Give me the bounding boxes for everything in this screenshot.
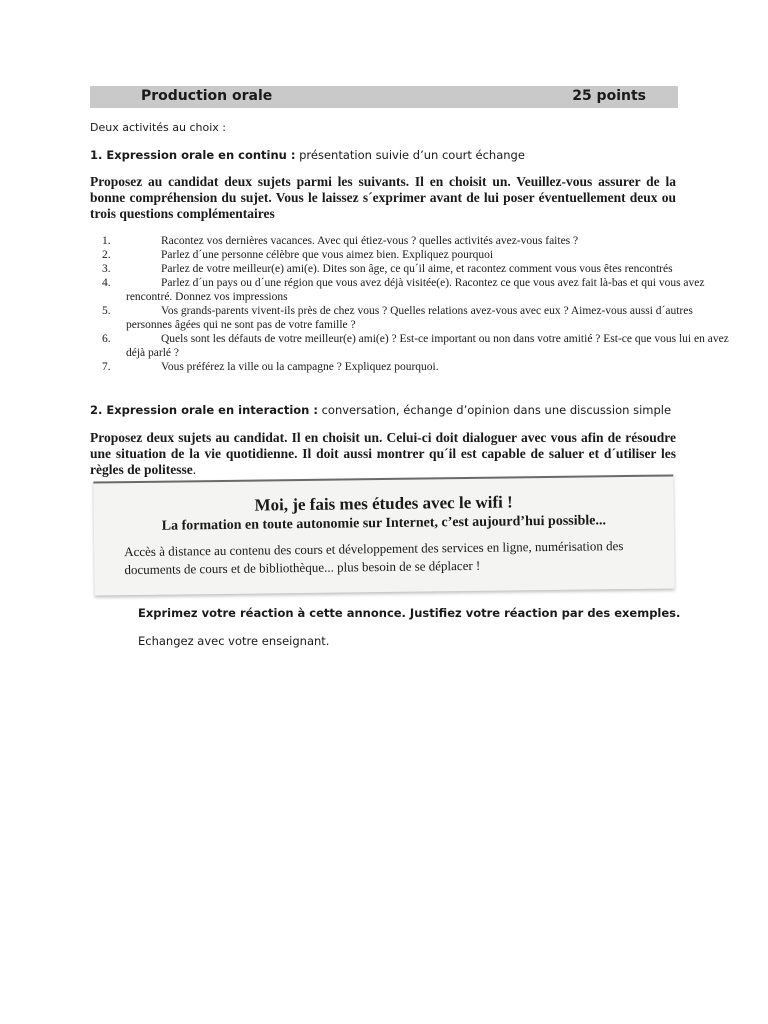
topic-text: Vos grands-parents vivent-ils près de chez vous ? Quelles relations avez-vous avec eux ? Aimez-vous aussi d´autres personnes âgées qui ne sont pas de votre famille ? (126, 305, 693, 331)
section2-instructions (90, 430, 676, 478)
list-item (90, 360, 730, 374)
topic-number: 6. (102, 333, 111, 345)
topic-text: Racontez vos dernières vacances. Avec qui étiez-vous ? quelles activités avez-vous faites ? (161, 235, 579, 247)
topic-text: Parlez d´une personne célèbre que vous aimez bien. Expliquez pourquoi (161, 249, 494, 261)
topic-number: 2. (102, 249, 111, 261)
topic-number: 7. (102, 361, 111, 373)
topic-list (90, 234, 730, 374)
list-item (90, 304, 730, 332)
section2-heading-rest: conversation, échange d’opinion dans une discussion simple (317, 403, 672, 417)
section1-instructions: Proposez au candidat deux sujets parmi les suivants. Il en choisit un. Veuillez-vous assurer de la bonne compréhension du sujet. Vous le laissez s´exprimer avant de lui poser éventuellement deux ou trois questions complémentaires (90, 174, 676, 221)
list-item (90, 262, 730, 276)
clipping-body: Accès à distance au contenu des cours et développement des services en ligne, numérisation des documents de cours et de bibliothèque... plus besoin de se déplacer ! (124, 538, 624, 578)
clipping-subheadline: La formation en toute autonomie sur Internet, c’est aujourd’hui possible... (161, 513, 607, 534)
topic-text: Parlez de votre meilleur(e) ami(e). Dites son âge, ce qu´il aime, et racontez comment vous vous êtes rencontrés (161, 263, 673, 275)
section2-instructions-text: Proposez deux sujets au candidat. Il en choisit un. Celui-ci doit dialoguer avec vous afin de résoudre une situation de la vie quotidienne. Il doit aussi montrer qu´il est capable de saluer et d´utiliser les règles de politesse (90, 430, 676, 477)
topic-text: Quels sont les défauts de votre meilleur(e) ami(e) ? Est-ce important ou non dans votre amitié ? Est-ce que vous lui en avez déjà parlé ? (126, 333, 729, 359)
topic-number: 1. (102, 235, 111, 247)
topic-text: Parlez d´un pays ou d´une région que vous avez déjà visitée(e). Racontez ce que vous avez fait là-bas et qui vous avez rencontré. Donnez vos impressions (126, 277, 705, 303)
newspaper-clipping (93, 474, 674, 595)
exchange-instruction: Echangez avec votre enseignant. (138, 634, 330, 648)
header-bar (90, 86, 678, 108)
section1-heading-bold: 1. Expression orale en continu : (90, 148, 296, 162)
topic-number: 4. (102, 277, 111, 289)
list-item (90, 234, 730, 248)
section2-instructions-period: . (192, 462, 197, 477)
list-item (90, 248, 730, 262)
topic-number: 5. (102, 305, 111, 317)
section2-heading (90, 403, 671, 417)
points-label: 25 points (572, 88, 646, 104)
task-instruction: Exprimez votre réaction à cette annonce. Justifiez votre réaction par des exemples. (138, 606, 681, 620)
section1-heading-rest: présentation suivie d’un court échange (295, 148, 525, 162)
section1-heading (90, 148, 525, 162)
topic-text: Vous préférez la ville ou la campagne ? Expliquez pourquoi. (161, 361, 439, 373)
clipping-headline: Moi, je fais mes études avec le wifi ! (254, 492, 513, 515)
list-item (90, 332, 730, 360)
section-title: Production orale (141, 88, 273, 104)
section2-heading-bold: 2. Expression orale en interaction : (90, 403, 318, 417)
list-item (90, 276, 730, 304)
topic-number: 3. (102, 263, 111, 275)
intro-text: Deux activités au choix : (90, 121, 226, 134)
